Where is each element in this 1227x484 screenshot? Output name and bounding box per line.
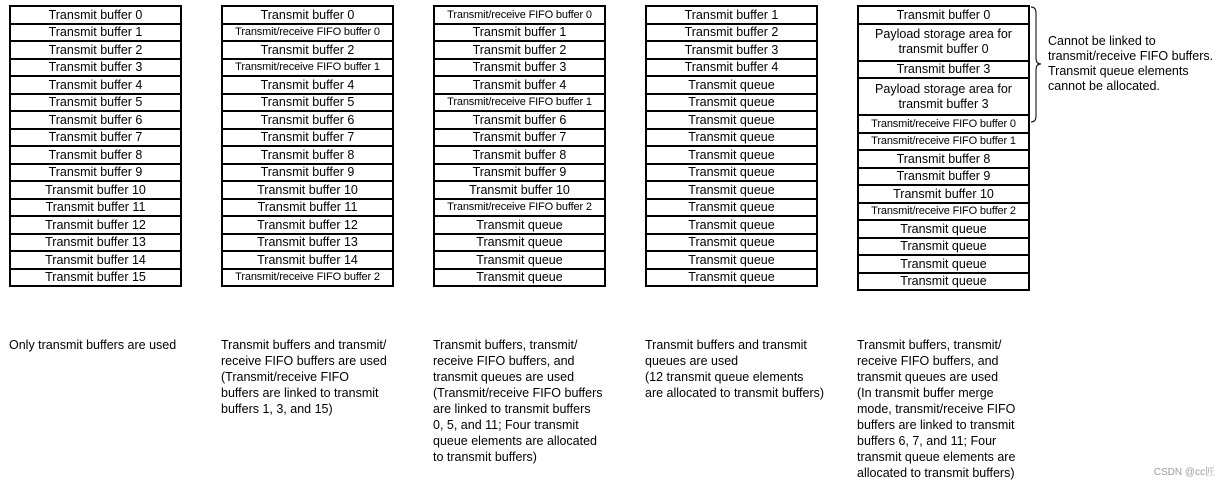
buffer-cell: Transmit queue: [857, 272, 1030, 292]
buffer-cell: Transmit buffer 2: [645, 23, 818, 43]
buffer-cell: Transmit buffer 1: [433, 23, 606, 43]
column-caption-1: [9, 337, 199, 353]
note-line: Cannot be linked to: [1048, 34, 1156, 48]
buffer-cell: Transmit queue: [433, 233, 606, 253]
caption-line: buffers are linked to transmit: [221, 386, 379, 400]
brace-bracket: [1030, 6, 1044, 124]
buffer-cell: Transmit buffer 14: [221, 250, 394, 270]
buffer-cell: Transmit buffer 12: [221, 215, 394, 235]
note-line: Transmit queue elements: [1048, 64, 1189, 78]
buffer-cell: Payload storage area for transmit buffer 3: [857, 77, 1030, 116]
buffer-cell: Transmit buffer 15: [9, 268, 182, 288]
buffer-cell: Transmit queue: [433, 268, 606, 288]
buffer-cell: Transmit queue: [645, 128, 818, 148]
buffer-cell: Transmit buffer 2: [221, 40, 394, 60]
note-line: cannot be allocated.: [1048, 79, 1160, 93]
buffer-cell: Transmit buffer 6: [433, 110, 606, 130]
buffer-cell: Transmit queue: [857, 254, 1030, 274]
caption-line: transmit queues are used: [857, 370, 999, 384]
buffer-cell: Transmit buffer 8: [9, 145, 182, 165]
column-caption-5: [857, 337, 1047, 481]
buffer-cell: Transmit buffer 8: [857, 149, 1030, 169]
caption-line: receive FIFO buffers, and: [433, 354, 575, 368]
buffer-cell: Transmit buffer 9: [857, 167, 1030, 187]
buffer-cell: Transmit buffer 5: [9, 93, 182, 113]
buffer-cell: Transmit queue: [433, 250, 606, 270]
buffer-column-3: [433, 5, 606, 287]
restriction-note: [1048, 34, 1226, 94]
caption-line: Transmit buffers, transmit/: [433, 338, 578, 352]
buffer-cell: Transmit queue: [857, 219, 1030, 239]
caption-line: Transmit buffers, transmit/: [857, 338, 1002, 352]
buffer-cell: Transmit queue: [645, 163, 818, 183]
buffer-cell: Transmit/receive FIFO buffer 1: [221, 58, 394, 78]
buffer-cell: Transmit buffer 9: [221, 163, 394, 183]
buffer-cell: Transmit buffer 8: [433, 145, 606, 165]
buffer-cell: Transmit buffer 7: [9, 128, 182, 148]
caption-line: Only transmit buffers are used: [9, 338, 177, 352]
buffer-cell: Payload storage area for transmit buffer 0: [857, 23, 1030, 62]
buffer-cell: Transmit buffer 4: [221, 75, 394, 95]
buffer-cell: Transmit buffer 4: [645, 58, 818, 78]
buffer-cell: Transmit buffer 9: [433, 163, 606, 183]
buffer-cell: Transmit queue: [645, 198, 818, 218]
caption-line: 0, 5, and 11; Four transmit: [433, 418, 579, 432]
buffer-cell: Transmit buffer 10: [9, 180, 182, 200]
caption-line: to transmit buffers): [433, 450, 537, 464]
buffer-cell: Transmit queue: [645, 145, 818, 165]
buffer-cell: Transmit/receive FIFO buffer 1: [857, 132, 1030, 152]
column-caption-3: [433, 337, 623, 465]
buffer-cell: Transmit queue: [645, 180, 818, 200]
buffer-cell: Transmit queue: [645, 250, 818, 270]
caption-line: (Transmit/receive FIFO: [221, 370, 350, 384]
caption-line: are allocated to transmit buffers): [645, 386, 825, 400]
caption-line: buffers 1, 3, and 15): [221, 402, 333, 416]
buffer-cell: Transmit queue: [645, 233, 818, 253]
buffer-cell: Transmit buffer 3: [433, 58, 606, 78]
buffer-cell: Transmit buffer 7: [433, 128, 606, 148]
buffer-cell: Transmit buffer 1: [9, 23, 182, 43]
buffer-cell: Transmit buffer 2: [433, 40, 606, 60]
caption-line: are linked to transmit buffers: [433, 402, 591, 416]
buffer-column-4: [645, 5, 818, 287]
buffer-cell: Transmit buffer 3: [857, 60, 1030, 80]
buffer-cell: Transmit buffer 11: [9, 198, 182, 218]
buffer-cell: Transmit queue: [645, 215, 818, 235]
caption-line: buffers are linked to transmit: [857, 418, 1015, 432]
caption-line: queue elements are allocated: [433, 434, 598, 448]
caption-line: Transmit buffers and transmit: [645, 338, 807, 352]
caption-line: (In transmit buffer merge: [857, 386, 994, 400]
buffer-cell: Transmit buffer 0: [9, 5, 182, 25]
column-caption-2: [221, 337, 411, 417]
buffer-cell: Transmit/receive FIFO buffer 0: [857, 114, 1030, 134]
buffer-cell: Transmit/receive FIFO buffer 0: [221, 23, 394, 43]
buffer-cell: Transmit buffer 6: [221, 110, 394, 130]
buffer-cell: Transmit/receive FIFO buffer 2: [433, 198, 606, 218]
buffer-cell: Transmit queue: [645, 93, 818, 113]
buffer-cell: Transmit queue: [857, 237, 1030, 257]
buffer-cell: Transmit buffer 10: [857, 184, 1030, 204]
buffer-cell: Transmit/receive FIFO buffer 1: [433, 93, 606, 113]
buffer-cell: Transmit buffer 13: [9, 233, 182, 253]
buffer-column-2: [221, 5, 394, 287]
buffer-cell: Transmit buffer 3: [645, 40, 818, 60]
caption-line: Transmit buffers and transmit/: [221, 338, 387, 352]
buffer-cell: Transmit buffer 4: [433, 75, 606, 95]
buffer-cell: Transmit buffer 13: [221, 233, 394, 253]
buffer-cell: Transmit/receive FIFO buffer 0: [433, 5, 606, 25]
caption-line: (Transmit/receive FIFO buffers: [433, 386, 603, 400]
caption-line: receive FIFO buffers are used: [221, 354, 387, 368]
caption-line: mode, transmit/receive FIFO: [857, 402, 1016, 416]
buffer-cell: Transmit buffer 14: [9, 250, 182, 270]
caption-line: buffers 6, 7, and 11; Four: [857, 434, 997, 448]
buffer-cell: Transmit buffer 6: [9, 110, 182, 130]
caption-line: transmit queues are used: [433, 370, 575, 384]
buffer-cell: Transmit buffer 0: [221, 5, 394, 25]
buffer-cell: Transmit buffer 12: [9, 215, 182, 235]
buffer-cell: Transmit buffer 11: [221, 198, 394, 218]
buffer-cell: Transmit buffer 2: [9, 40, 182, 60]
buffer-cell: Transmit buffer 4: [9, 75, 182, 95]
buffer-cell: Transmit buffer 5: [221, 93, 394, 113]
buffer-cell: Transmit queue: [645, 110, 818, 130]
buffer-cell: Transmit queue: [645, 268, 818, 288]
buffer-cell: Transmit buffer 7: [221, 128, 394, 148]
buffer-cell: Transmit queue: [433, 215, 606, 235]
buffer-cell: Transmit queue: [645, 75, 818, 95]
buffer-cell: Transmit/receive FIFO buffer 2: [221, 268, 394, 288]
caption-line: queues are used: [645, 354, 739, 368]
buffer-cell: Transmit buffer 9: [9, 163, 182, 183]
note-line: transmit/receive FIFO buffers.: [1048, 49, 1214, 63]
caption-line: allocated to transmit buffers): [857, 466, 1015, 480]
caption-line: transmit queue elements are: [857, 450, 1016, 464]
buffer-column-5: [857, 5, 1030, 291]
buffer-cell: Transmit buffer 1: [645, 5, 818, 25]
caption-line: receive FIFO buffers, and: [857, 354, 999, 368]
buffer-cell: Transmit buffer 0: [857, 5, 1030, 25]
caption-line: (12 transmit queue elements: [645, 370, 804, 384]
buffer-cell: Transmit buffer 8: [221, 145, 394, 165]
buffer-column-1: [9, 5, 182, 287]
buffer-cell: Transmit/receive FIFO buffer 2: [857, 202, 1030, 222]
buffer-cell: Transmit buffer 10: [433, 180, 606, 200]
column-caption-4: [645, 337, 835, 401]
buffer-cell: Transmit buffer 3: [9, 58, 182, 78]
buffer-cell: Transmit buffer 10: [221, 180, 394, 200]
watermark: CSDN @cc匠: [1153, 467, 1215, 478]
